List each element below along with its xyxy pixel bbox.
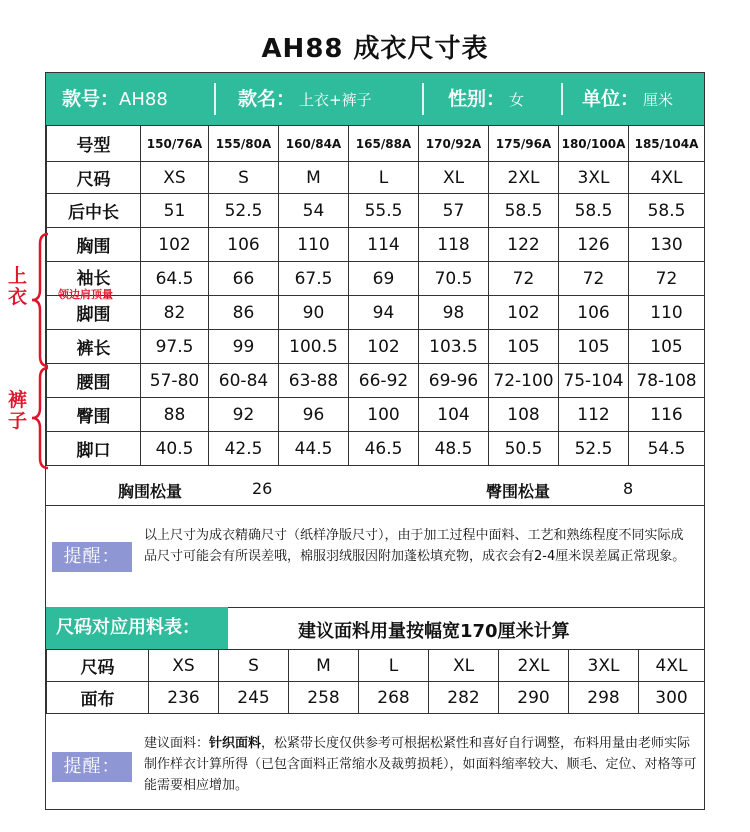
table-row — [47, 364, 705, 398]
table-cell: M — [289, 650, 359, 682]
table-cell: 46.5 — [349, 432, 419, 466]
header-bar — [46, 73, 704, 125]
unit-value: 厘米 — [643, 91, 674, 109]
table-row — [47, 194, 705, 228]
table-cell: 78-108 — [629, 364, 705, 398]
fabric-table — [46, 649, 705, 714]
table-cell: 48.5 — [419, 432, 489, 466]
gender-cell — [448, 73, 524, 125]
reminder-text: 以上尺寸为成衣精确尺寸（纸样净版尺寸），由于加工过程中面料、工艺和熟练程度不同实际成品尺寸可能会有所误差哦，棉服羽绒服因附加蓬松填充物，成衣会有2-4厘米误差属正常现象。 — [144, 528, 686, 564]
table-cell: 150/76A — [141, 126, 209, 162]
table-cell: 122 — [489, 228, 559, 262]
fabric-section-text: 尺码对应用料表： — [56, 617, 200, 638]
table-cell: 175/96A — [489, 126, 559, 162]
fabric-advice-text: ，松紧带长度仅供参考可根据松紧性和喜好自行调整，布料用量由老师实际制作样衣计算所得（已包含面料正常缩水及裁剪损耗），如面料缩率较大、顺毛、定位、对格等可能需要相应增加。 — [144, 736, 697, 793]
top-group-label: 上衣 — [8, 265, 28, 308]
table-row — [47, 432, 705, 466]
row-label: 裤长 — [47, 330, 141, 364]
table-cell: 185/104A — [629, 126, 705, 162]
reminder-text — [144, 733, 698, 796]
row-label: 袖长 — [47, 262, 141, 296]
style-no-label: 款号： — [62, 88, 120, 110]
table-cell: 44.5 — [279, 432, 349, 466]
table-cell: 40.5 — [141, 432, 209, 466]
table-cell: 160/84A — [279, 126, 349, 162]
pants-group-brace-icon — [28, 366, 52, 470]
table-cell: 52.5 — [559, 432, 629, 466]
table-cell: 112 — [559, 398, 629, 432]
table-cell: 105 — [559, 330, 629, 364]
sleeve-measure-note: 领边肩顶量 — [58, 288, 113, 301]
table-cell: 3XL — [569, 650, 639, 682]
row-label: 后中长 — [47, 194, 141, 228]
table-cell: 130 — [629, 228, 705, 262]
table-cell: 72 — [629, 262, 705, 296]
table-cell: 64.5 — [141, 262, 209, 296]
table-cell: 298 — [569, 682, 639, 714]
table-cell: 57 — [419, 194, 489, 228]
table-cell: M — [279, 162, 349, 194]
table-cell: XS — [141, 162, 209, 194]
style-no-value: AH88 — [119, 89, 168, 110]
header-divider — [422, 83, 424, 115]
table-cell: 90 — [279, 296, 349, 330]
table-cell: L — [349, 162, 419, 194]
gender-value: 女 — [509, 91, 525, 109]
table-cell: 110 — [629, 296, 705, 330]
table-cell: 4XL — [629, 162, 705, 194]
table-cell: 268 — [359, 682, 429, 714]
table-cell: 245 — [219, 682, 289, 714]
table-cell: 108 — [489, 398, 559, 432]
row-label: 尺码 — [47, 650, 149, 682]
row-label: 脚口 — [47, 432, 141, 466]
table-cell: 54 — [279, 194, 349, 228]
table-cell: 4XL — [639, 650, 705, 682]
gender-label: 性别： — [448, 88, 506, 110]
table-cell: 110 — [279, 228, 349, 262]
row-label: 号型 — [47, 126, 141, 162]
chest-ease-label: 胸围松量 — [118, 482, 183, 501]
fabric-section-label — [46, 607, 228, 649]
table-cell: XL — [419, 162, 489, 194]
table-cell: 82 — [141, 296, 209, 330]
row-label: 面布 — [47, 682, 149, 714]
table-cell: 58.5 — [489, 194, 559, 228]
size-chart-frame — [45, 72, 705, 810]
table-row — [47, 330, 705, 364]
table-cell: 102 — [141, 228, 209, 262]
divider-line — [46, 505, 704, 506]
pants-group-label: 裤子 — [8, 389, 28, 432]
table-cell: 88 — [141, 398, 209, 432]
table-cell: 75-104 — [559, 364, 629, 398]
table-cell: 106 — [209, 228, 279, 262]
table-cell: 70.5 — [419, 262, 489, 296]
table-row — [47, 398, 705, 432]
table-cell: 103.5 — [419, 330, 489, 364]
table-cell: 96 — [279, 398, 349, 432]
table-row — [47, 296, 705, 330]
row-label: 腰围 — [47, 364, 141, 398]
table-cell: 165/88A — [349, 126, 419, 162]
table-cell: 102 — [489, 296, 559, 330]
table-cell: 100.5 — [279, 330, 349, 364]
reminder-badge: 提醒： — [52, 752, 132, 782]
style-name-cell — [238, 73, 372, 125]
row-label: 尺码 — [47, 162, 141, 194]
table-cell: 58.5 — [629, 194, 705, 228]
table-cell: 51 — [141, 194, 209, 228]
table-cell: XL — [429, 650, 499, 682]
table-cell: 2XL — [489, 162, 559, 194]
table-cell: 66-92 — [349, 364, 419, 398]
table-cell: XS — [149, 650, 219, 682]
table-cell: 99 — [209, 330, 279, 364]
table-cell: 105 — [629, 330, 705, 364]
size-table — [46, 125, 705, 466]
table-cell: 114 — [349, 228, 419, 262]
table-cell: 3XL — [559, 162, 629, 194]
row-label: 胸围 — [47, 228, 141, 262]
table-cell: 170/92A — [419, 126, 489, 162]
unit-label: 单位： — [582, 88, 640, 110]
table-cell: 58.5 — [559, 194, 629, 228]
top-group-brace-icon — [28, 232, 52, 368]
table-cell: 63-88 — [279, 364, 349, 398]
table-cell: 104 — [419, 398, 489, 432]
table-cell: 258 — [289, 682, 359, 714]
table-cell: 126 — [559, 228, 629, 262]
table-cell: 97.5 — [141, 330, 209, 364]
table-cell: 69-96 — [419, 364, 489, 398]
table-cell: 72-100 — [489, 364, 559, 398]
table-cell: L — [359, 650, 429, 682]
table-row — [47, 682, 705, 714]
table-cell: 105 — [489, 330, 559, 364]
table-cell: 72 — [489, 262, 559, 296]
header-divider — [214, 83, 216, 115]
table-cell: 155/80A — [209, 126, 279, 162]
table-cell: 300 — [639, 682, 705, 714]
table-row — [47, 228, 705, 262]
row-label: 脚围 — [47, 296, 141, 330]
table-cell: 180/100A — [559, 126, 629, 162]
table-cell: 67.5 — [279, 262, 349, 296]
hip-ease-label: 臀围松量 — [486, 482, 551, 501]
style-name-value: 上衣+裤子 — [299, 91, 372, 109]
page-title: AH88 成衣尺寸表 — [261, 34, 489, 64]
table-cell: 66 — [209, 262, 279, 296]
table-row — [47, 162, 705, 194]
table-row — [47, 126, 705, 162]
table-cell: 92 — [209, 398, 279, 432]
table-cell: 236 — [149, 682, 219, 714]
table-cell: 55.5 — [349, 194, 419, 228]
table-cell: 100 — [349, 398, 419, 432]
table-cell: 54.5 — [629, 432, 705, 466]
table-cell: 102 — [349, 330, 419, 364]
fabric-advice-highlight: 针织面料 — [209, 736, 262, 751]
table-cell: 50.5 — [489, 432, 559, 466]
row-label: 臀围 — [47, 398, 141, 432]
table-row — [47, 262, 705, 296]
table-cell: 118 — [419, 228, 489, 262]
style-no-cell — [62, 73, 168, 125]
table-cell: 57-80 — [141, 364, 209, 398]
header-divider — [561, 83, 563, 115]
table-cell: 42.5 — [209, 432, 279, 466]
table-cell: 116 — [629, 398, 705, 432]
chest-ease-value: 26 — [252, 479, 273, 498]
table-cell: S — [219, 650, 289, 682]
table-cell: 69 — [349, 262, 419, 296]
table-cell: 282 — [429, 682, 499, 714]
fabric-advice-prefix: 建议面料： — [144, 736, 210, 751]
table-cell: 86 — [209, 296, 279, 330]
table-cell: 72 — [559, 262, 629, 296]
reminder-badge: 提醒： — [52, 542, 132, 572]
style-name-label: 款名： — [238, 88, 296, 110]
table-cell: 52.5 — [209, 194, 279, 228]
table-cell: 106 — [559, 296, 629, 330]
table-row — [47, 650, 705, 682]
hip-ease-value: 8 — [623, 479, 634, 498]
fabric-suggestion: 建议面料用量按幅宽170厘米计算 — [298, 621, 570, 642]
table-cell: S — [209, 162, 279, 194]
table-cell: 98 — [419, 296, 489, 330]
table-cell: 60-84 — [209, 364, 279, 398]
unit-cell — [582, 73, 673, 125]
table-cell: 2XL — [499, 650, 569, 682]
table-cell: 290 — [499, 682, 569, 714]
table-cell: 94 — [349, 296, 419, 330]
